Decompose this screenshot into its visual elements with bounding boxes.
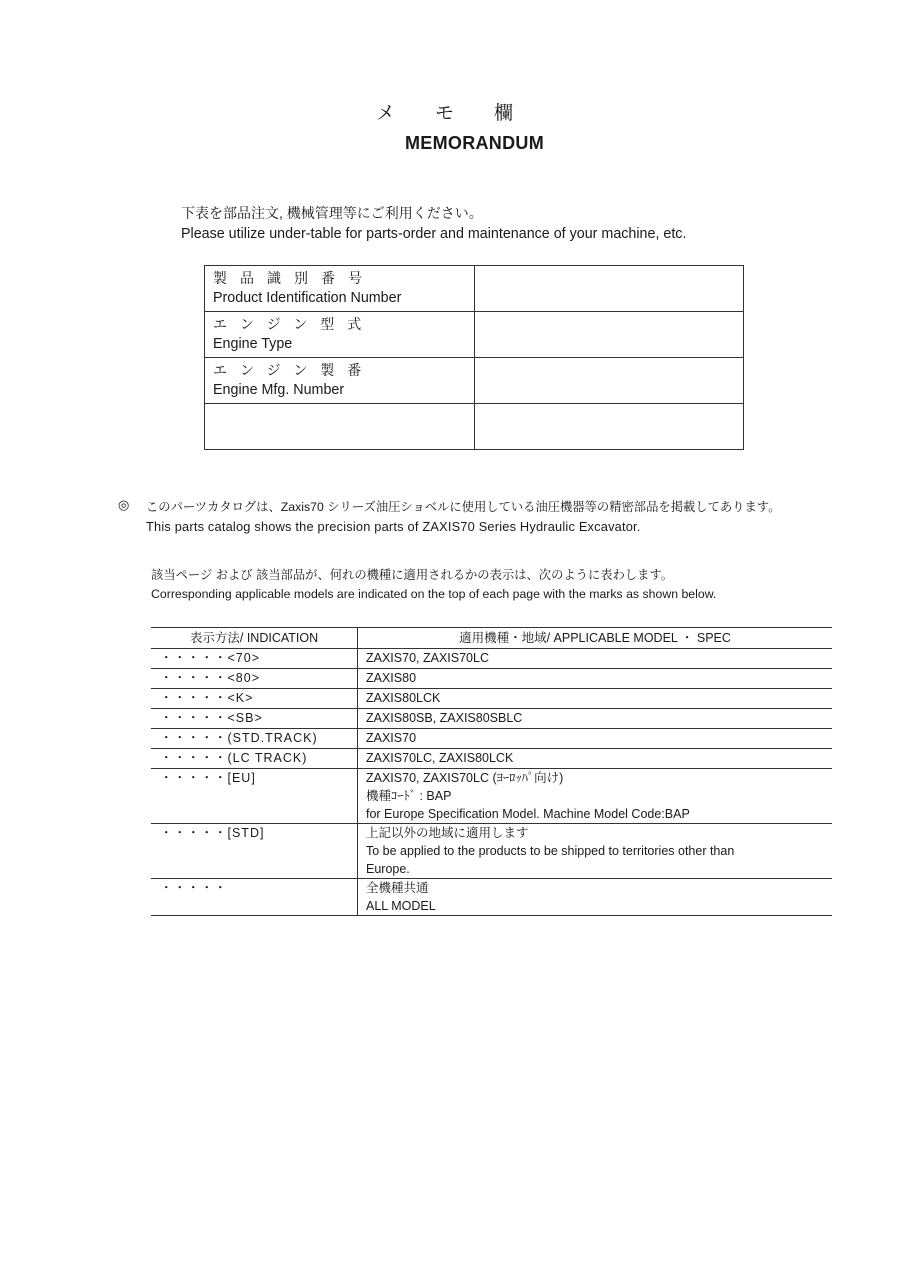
model-line: 上記以外の地域に適用します — [366, 826, 529, 840]
catalog-note-jp: このパーツカタログは、Zaxis70 シリーズ油圧ショベルに使用している油圧機器等の精密部品を掲載してあります。 — [146, 500, 781, 514]
header-indication: 表示方法/ INDICATION — [151, 628, 358, 649]
row-label — [205, 312, 475, 358]
intro-text: Please utilize under-table for parts-order and maintenance of your machine, etc. — [181, 226, 687, 242]
model-cell — [358, 729, 833, 749]
indication-note: Corresponding applicable models are indicated on the top of each page with the marks as shown below. — [151, 587, 717, 601]
model-line: ZAXIS70, ZAXIS70LC — [366, 651, 489, 665]
applicable-model-table — [151, 627, 832, 916]
indication-cell: ・・・・・<70> — [151, 649, 358, 669]
engine-mfg-number-value-field[interactable] — [475, 358, 744, 404]
catalog-note: This parts catalog shows the precision parts of ZAXIS70 Series Hydraulic Excavator. — [146, 519, 641, 534]
table-row — [151, 649, 832, 669]
model-line: ZAXIS70 — [366, 731, 417, 745]
row-label — [205, 266, 475, 312]
model-cell — [358, 824, 833, 879]
table-row — [205, 358, 744, 404]
model-cell — [358, 769, 833, 824]
model-cell — [358, 879, 833, 916]
table-row — [205, 266, 744, 312]
indication-cell: ・・・・・[EU] — [151, 769, 358, 824]
model-line: 機種ｺｰﾄﾞ : BAP — [366, 789, 452, 803]
label-en: Product Identification Number — [213, 290, 402, 306]
indication-cell: ・・・・・(STD.TRACK) — [151, 729, 358, 749]
model-line: ALL MODEL — [366, 899, 436, 913]
table-row — [205, 312, 744, 358]
label-jp: エンジン製番 — [213, 362, 375, 378]
product-id-value-field[interactable] — [475, 266, 744, 312]
label-jp: 製品識別番号 — [213, 270, 375, 286]
model-line: for Europe Specification Model. Machine Model Code:BAP — [366, 807, 690, 821]
model-line: ZAXIS80SB, ZAXIS80SBLC — [366, 711, 523, 725]
table-row — [151, 689, 832, 709]
table-row — [205, 404, 744, 450]
table-row — [151, 709, 832, 729]
model-cell — [358, 749, 833, 769]
table-row — [151, 749, 832, 769]
engine-type-value-field[interactable] — [475, 312, 744, 358]
label-jp: エンジン型式 — [213, 316, 375, 332]
label-en: Engine Type — [213, 336, 293, 352]
model-line: Europe. — [366, 862, 410, 876]
model-cell — [358, 669, 833, 689]
table-row — [151, 769, 832, 824]
label-en: Engine Mfg. Number — [213, 382, 345, 398]
table-row — [151, 824, 832, 879]
blank-value-field[interactable] — [475, 404, 744, 450]
page-title: MEMORANDUM — [405, 133, 544, 153]
header-applicable-model: 適用機種・地域/ APPLICABLE MODEL ・ SPEC — [358, 628, 833, 649]
indication-cell: ・・・・・ — [151, 879, 358, 916]
indication-note-jp: 該当ページ および 該当部品が、何れの機種に適用されるかの表示は、次のように表わします。 — [151, 568, 674, 582]
indication-cell: ・・・・・<SB> — [151, 709, 358, 729]
intro-text-jp: 下表を部品注文, 機械管理等にご利用ください。 — [181, 205, 483, 221]
model-line: To be applied to the products to be shipped to territories other than — [366, 844, 735, 858]
table-row — [151, 879, 832, 916]
identification-table — [204, 265, 744, 450]
model-line: ZAXIS70LC, ZAXIS80LCK — [366, 751, 514, 765]
blank-label-field[interactable] — [205, 404, 475, 450]
model-cell — [358, 709, 833, 729]
model-line: ZAXIS70, ZAXIS70LC (ﾖｰﾛｯﾊﾟ向け) — [366, 771, 564, 785]
model-cell — [358, 649, 833, 669]
table-row — [151, 729, 832, 749]
model-line: ZAXIS80 — [366, 671, 417, 685]
model-cell — [358, 689, 833, 709]
model-line: 全機種共通 — [366, 881, 429, 895]
page-title-jp: メモ欄 — [375, 103, 553, 124]
indication-cell: ・・・・・(LC TRACK) — [151, 749, 358, 769]
indication-cell: ・・・・・<80> — [151, 669, 358, 689]
table-row — [151, 669, 832, 689]
row-label — [205, 358, 475, 404]
double-circle-icon: ◎ — [118, 497, 130, 512]
model-line: ZAXIS80LCK — [366, 691, 441, 705]
table-header-row — [151, 628, 832, 649]
indication-cell: ・・・・・<K> — [151, 689, 358, 709]
indication-cell: ・・・・・[STD] — [151, 824, 358, 879]
